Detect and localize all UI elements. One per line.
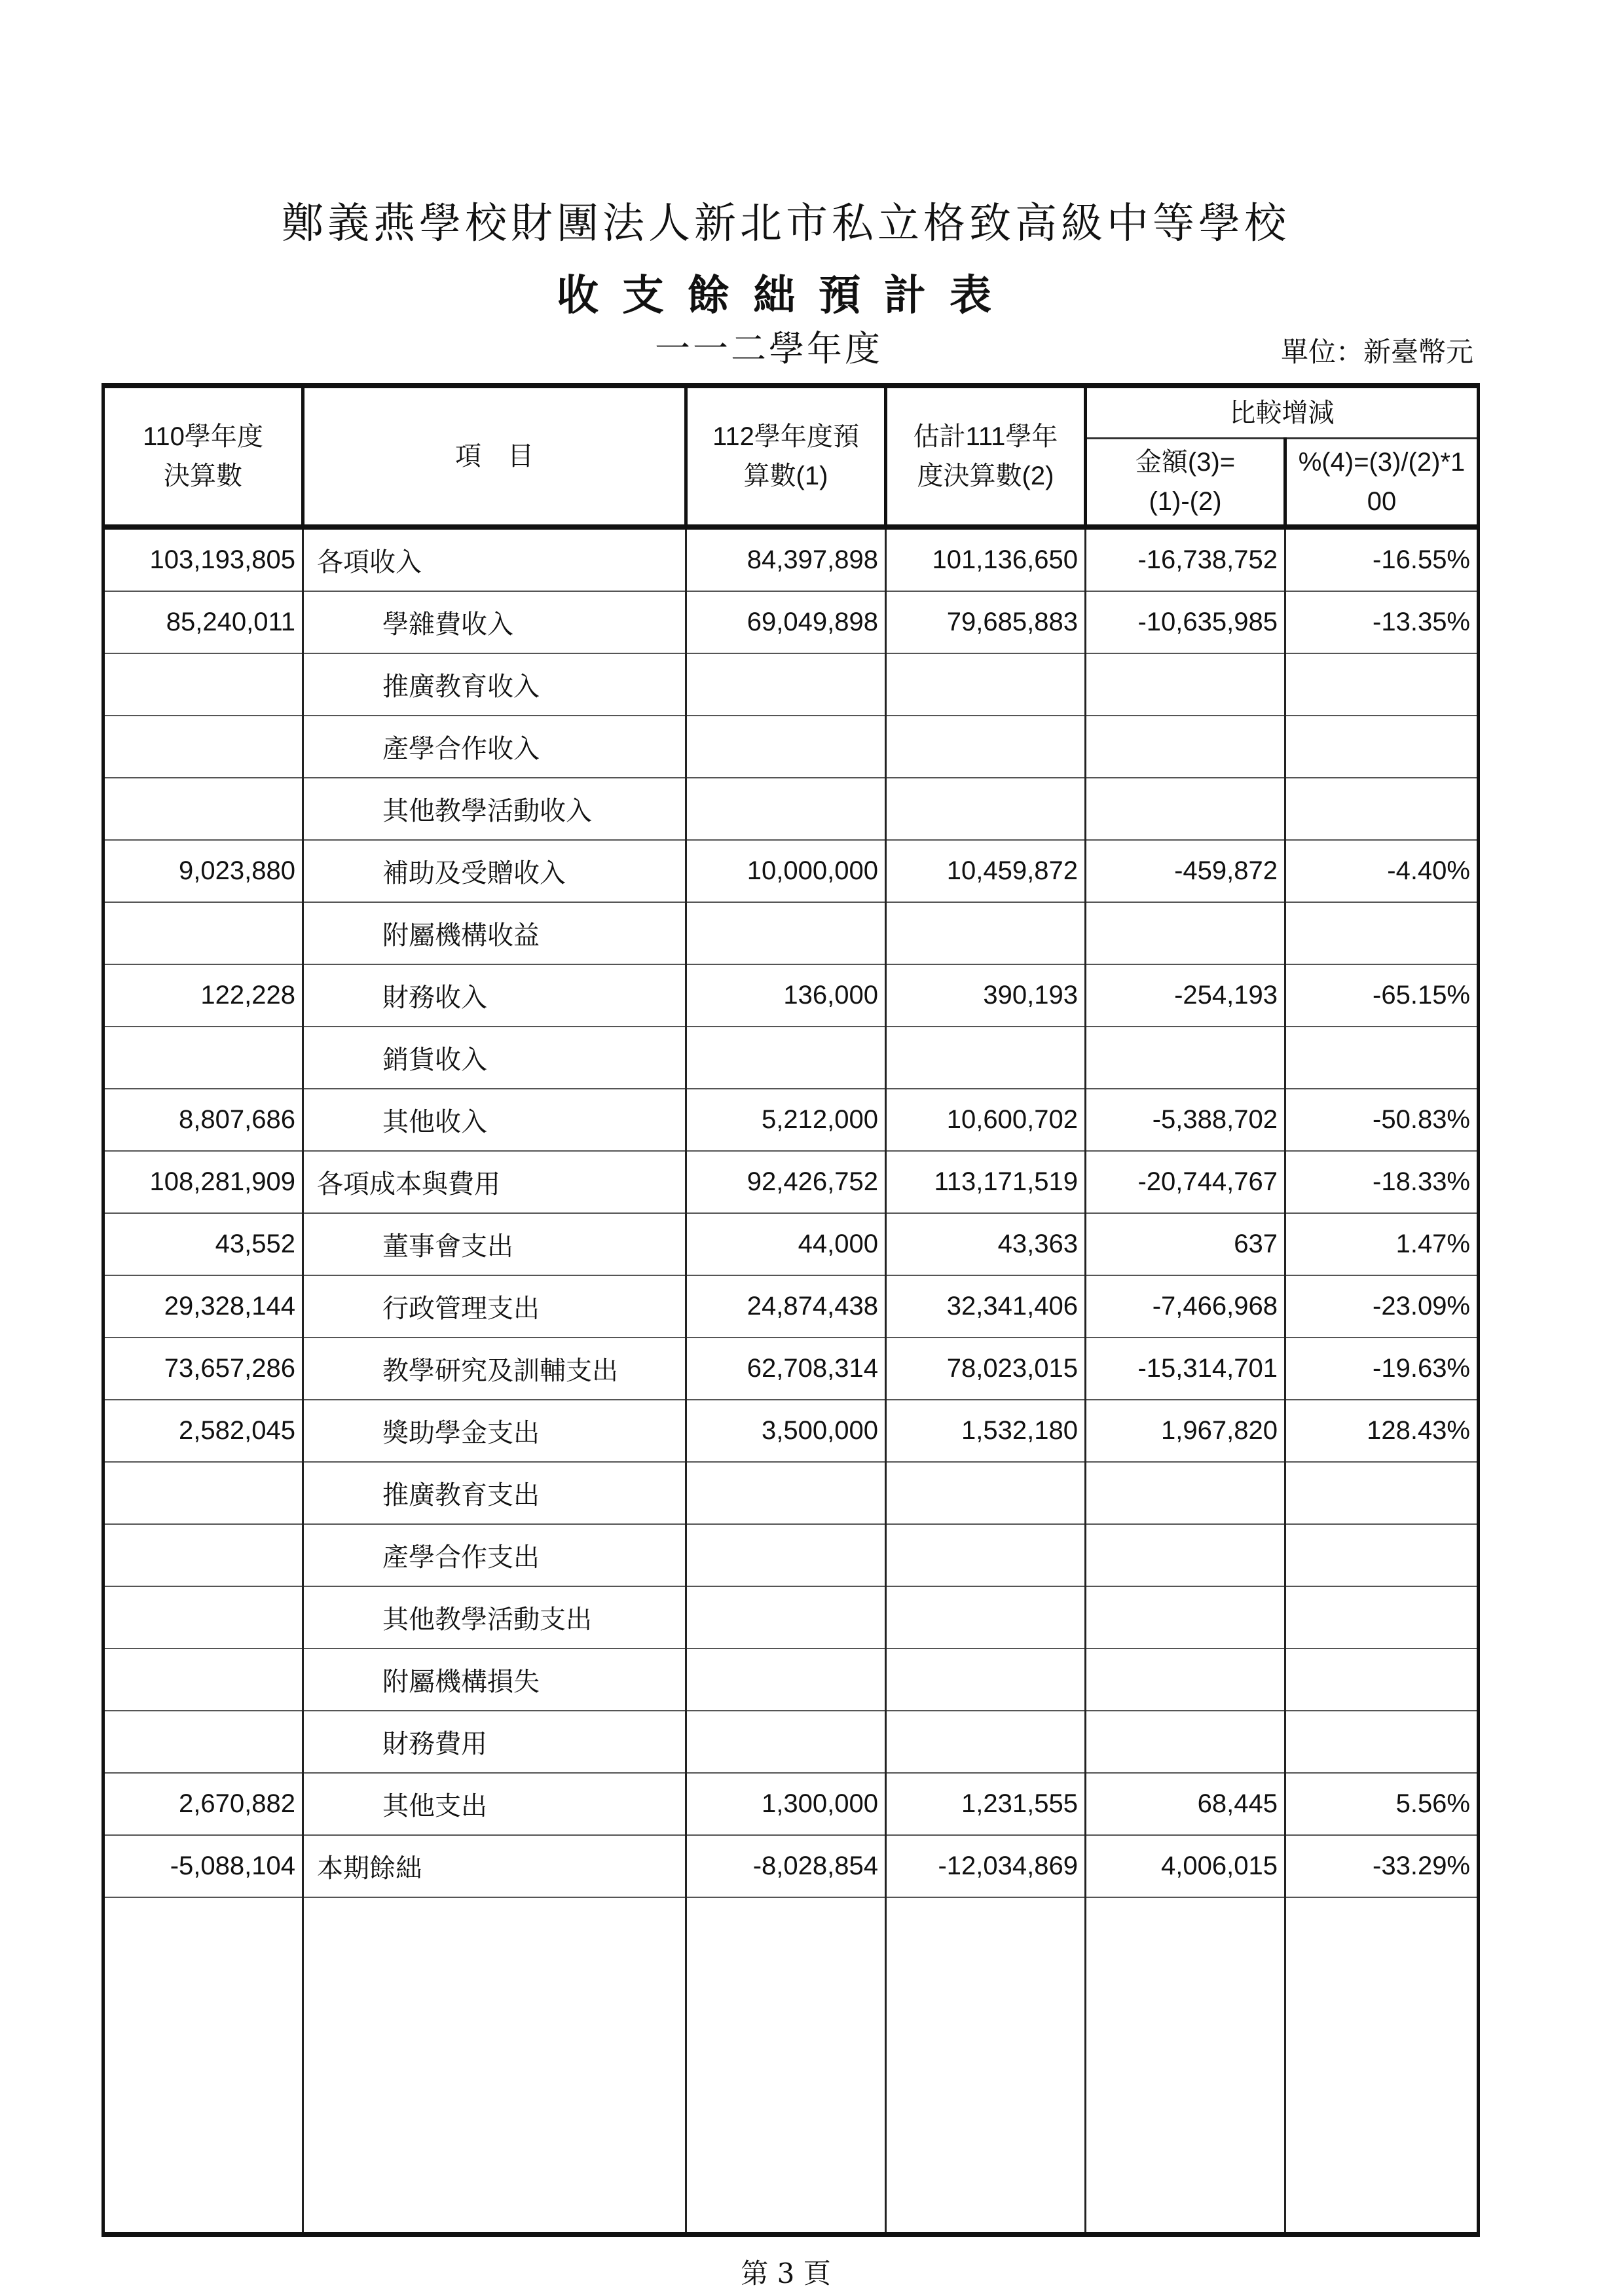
cell-prev xyxy=(103,1711,303,1773)
cell-amount: -7,466,968 xyxy=(1086,1275,1285,1338)
cell-percent xyxy=(1285,1462,1479,1524)
cell-item: 教學研究及訓輔支出 xyxy=(303,1338,686,1400)
cell-estimate xyxy=(886,902,1086,964)
budget-table xyxy=(101,383,1480,2237)
cell-percent xyxy=(1285,778,1479,840)
cell-amount: -15,314,701 xyxy=(1086,1338,1285,1400)
cell-prev: 43,552 xyxy=(103,1213,303,1275)
document-subtitle: 收支餘絀預計表 xyxy=(557,271,1015,320)
table-row xyxy=(103,1649,1479,1711)
cell-budget xyxy=(686,1649,886,1711)
cell-item: 推廣教育收入 xyxy=(303,653,686,716)
cell-budget: 62,708,314 xyxy=(686,1338,886,1400)
cell-percent xyxy=(1285,1524,1479,1586)
cell-item: 附屬機構收益 xyxy=(303,902,686,964)
table-row xyxy=(103,1089,1479,1151)
cell-amount xyxy=(1086,902,1285,964)
cell-estimate: 101,136,650 xyxy=(886,527,1086,591)
empty-cell xyxy=(1285,1897,1479,2234)
col-percent: %(4)=(3)/(2)*100 xyxy=(1285,439,1479,528)
cell-amount xyxy=(1086,1524,1285,1586)
cell-amount xyxy=(1086,716,1285,778)
cell-prev: -5,088,104 xyxy=(103,1835,303,1897)
cell-item: 財務收入 xyxy=(303,964,686,1027)
cell-estimate xyxy=(886,778,1086,840)
cell-estimate: 78,023,015 xyxy=(886,1338,1086,1400)
cell-prev xyxy=(103,1027,303,1089)
cell-estimate: 79,685,883 xyxy=(886,591,1086,653)
cell-amount: -10,635,985 xyxy=(1086,591,1285,653)
cell-percent: 128.43% xyxy=(1285,1400,1479,1462)
cell-amount: -16,738,752 xyxy=(1086,527,1285,591)
cell-estimate: 390,193 xyxy=(886,964,1086,1027)
table-row xyxy=(103,527,1479,591)
cell-estimate xyxy=(886,1649,1086,1711)
empty-cell xyxy=(686,1897,886,2234)
cell-item: 補助及受贈收入 xyxy=(303,840,686,902)
cell-estimate: 1,532,180 xyxy=(886,1400,1086,1462)
empty-cell xyxy=(103,1897,303,2234)
cell-amount: -5,388,702 xyxy=(1086,1089,1285,1151)
cell-budget: 24,874,438 xyxy=(686,1275,886,1338)
table-row xyxy=(103,591,1479,653)
cell-budget: 3,500,000 xyxy=(686,1400,886,1462)
cell-budget: 5,212,000 xyxy=(686,1089,886,1151)
cell-estimate: 113,171,519 xyxy=(886,1151,1086,1213)
cell-budget xyxy=(686,1462,886,1524)
cell-percent xyxy=(1285,1586,1479,1649)
cell-percent: -16.55% xyxy=(1285,527,1479,591)
cell-estimate: -12,034,869 xyxy=(886,1835,1086,1897)
cell-amount: 68,445 xyxy=(1086,1773,1285,1835)
cell-percent xyxy=(1285,1711,1479,1773)
cell-percent xyxy=(1285,1027,1479,1089)
cell-budget xyxy=(686,1027,886,1089)
cell-budget xyxy=(686,1524,886,1586)
cell-percent xyxy=(1285,1649,1479,1711)
cell-budget: 69,049,898 xyxy=(686,591,886,653)
cell-percent: -4.40% xyxy=(1285,840,1479,902)
currency-unit: 單位：新臺幣元 xyxy=(1280,336,1473,368)
cell-item: 各項成本與費用 xyxy=(303,1151,686,1213)
cell-item: 董事會支出 xyxy=(303,1213,686,1275)
table-row xyxy=(103,653,1479,716)
cell-item: 其他教學活動收入 xyxy=(303,778,686,840)
col-amount: 金額(3)=(1)-(2) xyxy=(1086,439,1285,528)
cell-estimate xyxy=(886,716,1086,778)
cell-estimate xyxy=(886,653,1086,716)
cell-item: 銷貨收入 xyxy=(303,1027,686,1089)
table-row xyxy=(103,1275,1479,1338)
cell-item: 學雜費收入 xyxy=(303,591,686,653)
cell-amount: 4,006,015 xyxy=(1086,1835,1285,1897)
cell-amount xyxy=(1086,778,1285,840)
cell-item: 產學合作收入 xyxy=(303,716,686,778)
cell-estimate xyxy=(886,1462,1086,1524)
empty-cell xyxy=(886,1897,1086,2234)
cell-budget: 136,000 xyxy=(686,964,886,1027)
cell-estimate xyxy=(886,1586,1086,1649)
cell-budget xyxy=(686,716,886,778)
cell-amount xyxy=(1086,1027,1285,1089)
cell-prev xyxy=(103,716,303,778)
table-row xyxy=(103,716,1479,778)
table-row xyxy=(103,1027,1479,1089)
cell-prev xyxy=(103,902,303,964)
col-item: 項 目 xyxy=(303,386,686,527)
empty-cell xyxy=(1086,1897,1285,2234)
page-number: 第 3 頁 xyxy=(741,2257,831,2289)
cell-amount xyxy=(1086,1649,1285,1711)
cell-estimate xyxy=(886,1027,1086,1089)
cell-prev: 73,657,286 xyxy=(103,1338,303,1400)
cell-prev xyxy=(103,1462,303,1524)
table-row xyxy=(103,1338,1479,1400)
cell-budget: 1,300,000 xyxy=(686,1773,886,1835)
cell-percent: -65.15% xyxy=(1285,964,1479,1027)
cell-percent: -13.35% xyxy=(1285,591,1479,653)
cell-item: 本期餘絀 xyxy=(303,1835,686,1897)
cell-budget xyxy=(686,653,886,716)
col-compare: 比較增減 xyxy=(1086,386,1479,439)
empty-row xyxy=(103,1897,1479,2234)
cell-amount xyxy=(1086,653,1285,716)
table-row xyxy=(103,1213,1479,1275)
document-title: 鄭義燕學校財團法人新北市私立格致高級中等學校 xyxy=(282,200,1290,248)
cell-budget: 44,000 xyxy=(686,1213,886,1275)
cell-amount xyxy=(1086,1462,1285,1524)
col-estimate: 估計111學年度決算數(2) xyxy=(886,386,1086,527)
table-row xyxy=(103,1151,1479,1213)
cell-estimate: 43,363 xyxy=(886,1213,1086,1275)
cell-percent: -19.63% xyxy=(1285,1338,1479,1400)
cell-prev xyxy=(103,1524,303,1586)
cell-percent: 1.47% xyxy=(1285,1213,1479,1275)
cell-item: 財務費用 xyxy=(303,1711,686,1773)
cell-prev: 122,228 xyxy=(103,964,303,1027)
cell-percent: 5.56% xyxy=(1285,1773,1479,1835)
table-row xyxy=(103,1524,1479,1586)
cell-budget: -8,028,854 xyxy=(686,1835,886,1897)
cell-budget: 10,000,000 xyxy=(686,840,886,902)
table-row xyxy=(103,964,1479,1027)
col-budget: 112學年度預算數(1) xyxy=(686,386,886,527)
cell-budget xyxy=(686,1586,886,1649)
table-row xyxy=(103,1462,1479,1524)
table-row xyxy=(103,902,1479,964)
cell-amount: -459,872 xyxy=(1086,840,1285,902)
cell-budget xyxy=(686,902,886,964)
cell-prev: 2,670,882 xyxy=(103,1773,303,1835)
table-row xyxy=(103,778,1479,840)
cell-amount: -20,744,767 xyxy=(1086,1151,1285,1213)
cell-item: 獎助學金支出 xyxy=(303,1400,686,1462)
cell-item: 其他收入 xyxy=(303,1089,686,1151)
cell-prev: 8,807,686 xyxy=(103,1089,303,1151)
cell-amount xyxy=(1086,1711,1285,1773)
table-row xyxy=(103,1711,1479,1773)
cell-item: 行政管理支出 xyxy=(303,1275,686,1338)
cell-estimate: 1,231,555 xyxy=(886,1773,1086,1835)
col-prev: 110學年度決算數 xyxy=(103,386,303,527)
cell-prev: 108,281,909 xyxy=(103,1151,303,1213)
fiscal-year: 一一二學年度 xyxy=(655,328,883,369)
cell-percent xyxy=(1285,716,1479,778)
cell-estimate xyxy=(886,1524,1086,1586)
cell-amount: 637 xyxy=(1086,1213,1285,1275)
table-row xyxy=(103,1400,1479,1462)
cell-estimate xyxy=(886,1711,1086,1773)
cell-prev: 9,023,880 xyxy=(103,840,303,902)
cell-item: 產學合作支出 xyxy=(303,1524,686,1586)
table-row xyxy=(103,1773,1479,1835)
cell-amount: -254,193 xyxy=(1086,964,1285,1027)
cell-estimate: 10,459,872 xyxy=(886,840,1086,902)
cell-amount xyxy=(1086,1586,1285,1649)
cell-percent xyxy=(1285,902,1479,964)
cell-item: 其他教學活動支出 xyxy=(303,1586,686,1649)
cell-estimate: 32,341,406 xyxy=(886,1275,1086,1338)
cell-budget xyxy=(686,778,886,840)
cell-budget: 84,397,898 xyxy=(686,527,886,591)
cell-percent: -50.83% xyxy=(1285,1089,1479,1151)
cell-percent: -18.33% xyxy=(1285,1151,1479,1213)
cell-estimate: 10,600,702 xyxy=(886,1089,1086,1151)
cell-prev xyxy=(103,1586,303,1649)
cell-budget: 92,426,752 xyxy=(686,1151,886,1213)
cell-prev: 29,328,144 xyxy=(103,1275,303,1338)
cell-percent: -33.29% xyxy=(1285,1835,1479,1897)
cell-item: 其他支出 xyxy=(303,1773,686,1835)
cell-prev: 103,193,805 xyxy=(103,527,303,591)
cell-item: 各項收入 xyxy=(303,527,686,591)
cell-prev: 85,240,011 xyxy=(103,591,303,653)
cell-item: 推廣教育支出 xyxy=(303,1462,686,1524)
cell-prev xyxy=(103,778,303,840)
cell-prev xyxy=(103,1649,303,1711)
table-row xyxy=(103,1835,1479,1897)
table-row xyxy=(103,1586,1479,1649)
cell-amount: 1,967,820 xyxy=(1086,1400,1285,1462)
cell-prev: 2,582,045 xyxy=(103,1400,303,1462)
empty-cell xyxy=(303,1897,686,2234)
cell-percent xyxy=(1285,653,1479,716)
cell-item: 附屬機構損失 xyxy=(303,1649,686,1711)
cell-percent: -23.09% xyxy=(1285,1275,1479,1338)
cell-prev xyxy=(103,653,303,716)
cell-budget xyxy=(686,1711,886,1773)
table-row xyxy=(103,840,1479,902)
